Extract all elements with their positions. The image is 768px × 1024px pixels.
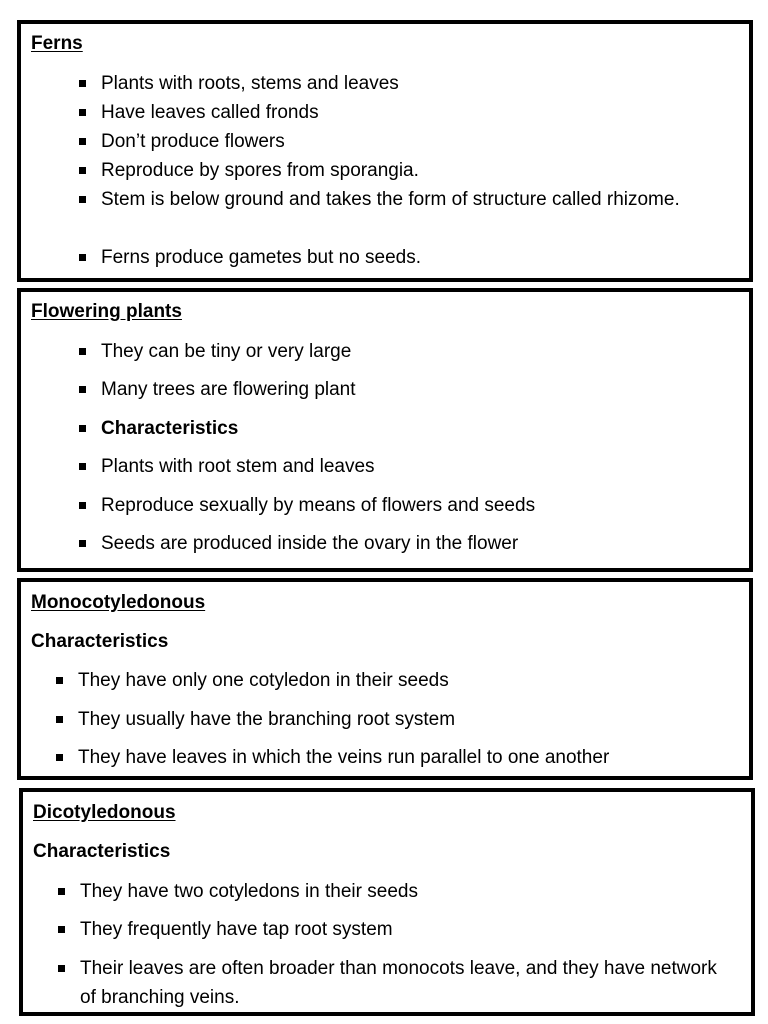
- list-item: They have leaves in which the veins run parallel to one another: [56, 743, 746, 772]
- square-bullet-icon: [79, 138, 86, 145]
- square-bullet-icon: [58, 888, 65, 895]
- dicotyledonous-subtitle: Characteristics: [33, 841, 171, 862]
- ferns-title: Ferns: [31, 33, 83, 54]
- monocotyledonous-subtitle: Characteristics: [31, 631, 169, 652]
- list-item: Characteristics: [79, 414, 719, 443]
- list-item: Plants with roots, stems and leaves: [79, 69, 699, 98]
- square-bullet-icon: [79, 196, 86, 203]
- list-item: They have only one cotyledon in their seeds: [56, 666, 746, 695]
- list-item: They have two cotyledons in their seeds: [58, 877, 718, 906]
- square-bullet-icon: [79, 502, 86, 509]
- dicotyledonous-title: Dicotyledonous: [33, 802, 176, 823]
- square-bullet-icon: [56, 754, 63, 761]
- flowering-plants-section: [17, 288, 753, 572]
- square-bullet-icon: [58, 965, 65, 972]
- list-item: They frequently have tap root system: [58, 915, 718, 944]
- list-item: Reproduce sexually by means of flowers and seeds: [79, 491, 719, 520]
- square-bullet-icon: [56, 677, 63, 684]
- square-bullet-icon: [56, 716, 63, 723]
- square-bullet-icon: [79, 386, 86, 393]
- monocotyledonous-section: [17, 578, 753, 780]
- square-bullet-icon: [79, 425, 86, 432]
- square-bullet-icon: [79, 463, 86, 470]
- ferns-section: [17, 20, 753, 282]
- flowering-plants-title: Flowering plants: [31, 301, 182, 322]
- list-item: Don’t produce flowers: [79, 127, 699, 156]
- square-bullet-icon: [79, 109, 86, 116]
- dicotyledonous-section: [19, 788, 755, 1016]
- list-item: Their leaves are often broader than monocots leave, and they have network of branching veins.: [58, 954, 718, 1012]
- list-item: Ferns produce gametes but no seeds.: [79, 243, 699, 272]
- square-bullet-icon: [79, 348, 86, 355]
- square-bullet-icon: [79, 167, 86, 174]
- square-bullet-icon: [58, 926, 65, 933]
- list-item: Many trees are flowering plant: [79, 375, 719, 404]
- list-item: Plants with root stem and leaves: [79, 452, 719, 481]
- list-item: Reproduce by spores from sporangia.: [79, 156, 699, 185]
- monocotyledonous-title: Monocotyledonous: [31, 592, 206, 613]
- square-bullet-icon: [79, 254, 86, 261]
- list-item: Seeds are produced inside the ovary in the flower: [79, 529, 719, 558]
- square-bullet-icon: [79, 80, 86, 87]
- list-item: They usually have the branching root system: [56, 705, 746, 734]
- list-item: Stem is below ground and takes the form of structure called rhizome.: [79, 185, 699, 214]
- square-bullet-icon: [79, 540, 86, 547]
- list-item: Have leaves called fronds: [79, 98, 699, 127]
- list-item: They can be tiny or very large: [79, 337, 719, 366]
